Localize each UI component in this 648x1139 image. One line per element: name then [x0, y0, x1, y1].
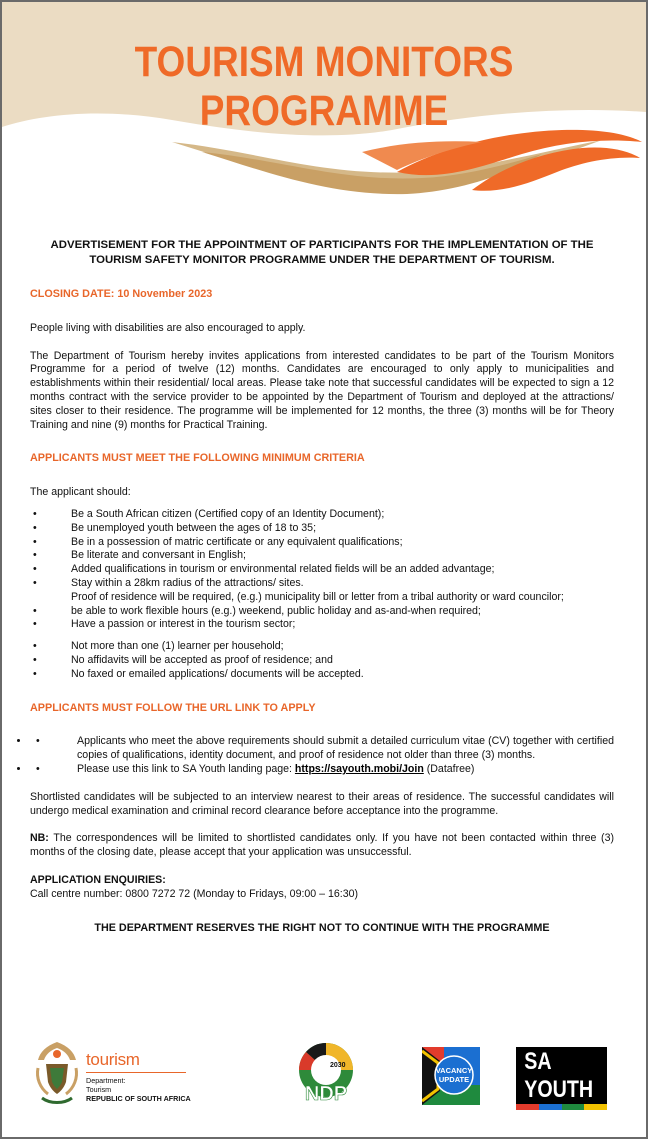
- list-item: • • Applicants who meet the above requirements should submit a detailed curriculum vitae (CV) together with certified copies of qualifications, identity document, and proof of residence not older than three (3) months.: [30, 735, 614, 763]
- ndp-2030-logo-icon: [296, 1040, 356, 1106]
- list-item: • Not more than one (1) learner per household;: [33, 640, 284, 653]
- list-item: • No faxed or emailed applications/ documents will be accepted.: [33, 667, 364, 680]
- enquiries-heading: APPLICATION ENQUIRIES:: [30, 873, 166, 886]
- bullet: • •: [36, 735, 40, 748]
- criteria-lead: The applicant should:: [30, 486, 131, 499]
- intro-paragraph: The Department of Tourism hereby invites applications from interested candidates to be part of the Tourism Monitors Programme for a period of twelve (12) months. Candidates are encouraged to only apply to municipalities and establishments within their residential/ local areas. Please take note that successful candidates will be expected to sign a 12 months contract with the service provider to be appointed by the Department of Tourism and deployed at the attractions/ sites closer to their residence. The programme will be implemented for 12 months, the three (3) months will be for Theory Training and nine (9) months for Practical Training.: [30, 349, 614, 431]
- sa-youth-logo: SA YOUTH: [516, 1047, 607, 1104]
- headline: ADVERTISEMENT FOR THE APPOINTMENT OF PARTICIPANTS FOR THE IMPLEMENTATION OF THE TOURISM SAFETY MONITOR PROGRAMME UNDER THE DEPARTMENT OF TOURISM.: [50, 239, 594, 266]
- list-item: • Be literate and conversant in English;: [33, 549, 246, 562]
- list-item: • No affidavits will be accepted as proof of residence; and: [33, 653, 333, 666]
- enquiries-line: Call centre number: 0800 7272 72 (Monday to Fridays, 09:00 – 16:30): [30, 887, 359, 900]
- vacancy-update-logo-icon: [422, 1047, 480, 1105]
- tourism-brand: tourism: [86, 1050, 140, 1069]
- closing-date: CLOSING DATE: 10 November 2023: [30, 288, 213, 300]
- footer-logos: [2, 1030, 646, 1135]
- nb-paragraph: NB: The correspondences will be limited to shortlisted candidates only. If you have not been contacted within three (3) months of the closing date, please accept that your application was unsuccessful.: [30, 832, 614, 859]
- bullet: •: [33, 507, 37, 520]
- sayouth-link[interactable]: https://sayouth.mobi/Join: [294, 762, 424, 775]
- list-item: • Be a South African citizen (Certified copy of an Identity Document);: [33, 507, 385, 520]
- shortlisted-paragraph: Shortlisted candidates will be subjected to an interview nearest to their areas of residence. The successful candidates will undergo medical examination and criminal record clearance before acceptance into the programme.: [30, 790, 614, 817]
- bullet: •: [33, 549, 37, 562]
- list-item: • • Please use this link to SA Youth landing page: https://sayouth.mobi/Join (Datafree): [30, 763, 614, 777]
- list-item: Proof of residence will be required, (e.g.) municipality bill or letter from a tribal authority or ward councilor;: [71, 590, 564, 603]
- banner-title: TOURISM MONITORS PROGRAMME: [134, 38, 514, 135]
- list-item: • Stay within a 28km radius of the attractions/ sites.: [33, 576, 304, 589]
- bullet: •: [33, 618, 37, 631]
- bullet: •: [33, 521, 37, 534]
- tourism-department-logo: tourism Department: Tourism REPUBLIC OF SOUTH AFRICA: [86, 1050, 191, 1103]
- criteria-heading: APPLICANTS MUST MEET THE FOLLOWING MINIMUM CRITERIA: [30, 452, 365, 465]
- bullet: •: [33, 563, 37, 576]
- ndp-year: 2030: [330, 1062, 346, 1069]
- list-item: • Added qualifications in tourism or environmental related fields will be an added advantage;: [33, 563, 495, 576]
- criteria-list-2: [30, 640, 614, 681]
- disabilities-note: People living with disabilities are also encouraged to apply.: [30, 321, 306, 334]
- bullet: •: [33, 535, 37, 548]
- ndp-text: NDP: [304, 1083, 348, 1105]
- bullet: •: [33, 604, 37, 617]
- coat-of-arms-icon: [32, 1038, 82, 1110]
- list-item: • Be in a possession of matric certificate or any equivalent qualifications;: [33, 535, 403, 548]
- list-item: • be able to work flexible hours (e.g.) weekend, public holiday and as-and-when required;: [33, 604, 481, 617]
- bullet: •: [33, 576, 37, 589]
- sa-youth-flag-stripe-icon: [516, 1104, 607, 1110]
- criteria-list: [30, 508, 614, 632]
- banner: [2, 2, 646, 212]
- list-item: • Be unemployed youth between the ages of 18 to 35;: [33, 521, 317, 534]
- list-item: • Have a passion or interest in the tourism sector;: [33, 618, 296, 631]
- apply-heading: APPLICANTS MUST FOLLOW THE URL LINK TO APPLY: [30, 701, 316, 714]
- apply-list: [30, 735, 614, 776]
- bullet: •: [33, 640, 37, 653]
- final-notice: THE DEPARTMENT RESERVES THE RIGHT NOT TO CONTINUE WITH THE PROGRAMME: [94, 921, 550, 934]
- vacancy-line2: UPDATE: [438, 1075, 470, 1084]
- advert-body: [30, 238, 614, 935]
- vacancy-line1: VACANCY: [435, 1066, 473, 1075]
- bullet: • •: [36, 762, 40, 775]
- bullet: •: [33, 653, 37, 666]
- bullet: •: [33, 667, 37, 680]
